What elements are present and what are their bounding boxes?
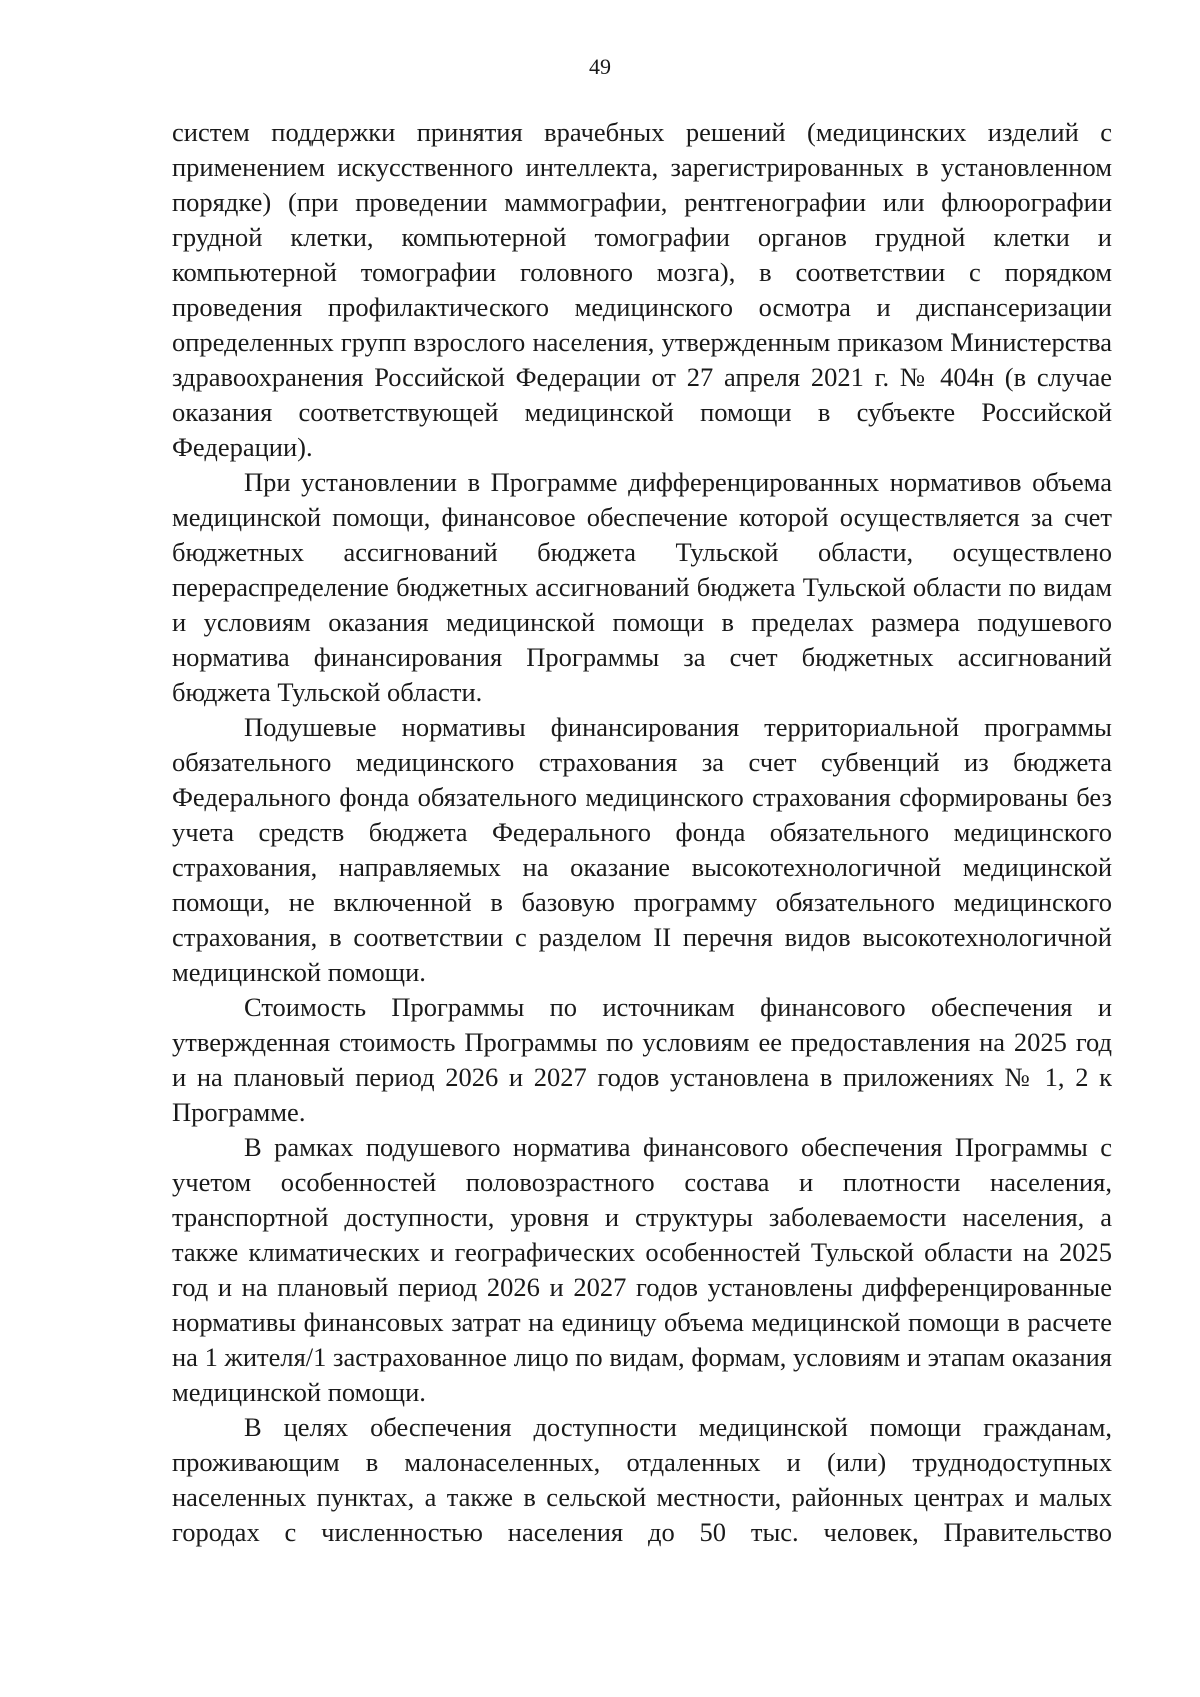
paragraph-accessibility: В целях обеспечения доступности медицинской помощи гражданам, проживающим в малонаселенных, отдаленных и (или) труднодоступных населенных пунктах, а также в сельской местности, районных центрах и малых городах с численностью населения до 50 тыс. человек, Правительство (172, 1412, 1112, 1547)
paragraph-budget-redistribution: При установлении в Программе дифференцированных нормативов объема медицинской помощи, финансовое обеспечение которой осуществляется за счет бюджетных ассигнований бюджета Тульской области, осуществлено перераспределение бюджетных ассигнований бюджета Тульской области по видам и условиям оказания медицинской помощи в пределах размера подушевого норматива финансирования Программы за счет бюджетных ассигнований бюджета Тульской области. (172, 467, 1112, 707)
paragraph-program-cost: Стоимость Программы по источникам финансового обеспечения и утвержденная стоимость Программы по условиям ее предоставления на 2025 год и на плановый период 2026 и 2027 годов установлена в приложениях № 1, 2 к Программе. (172, 992, 1112, 1127)
paragraph-continuation: систем поддержки принятия врачебных решений (медицинских изделий с применением искусственного интеллекта, зарегистрированных в установленном порядке) (при проведении маммографии, рентгенографии или флюорографии грудной клетки, компьютерной томографии органов грудной клетки и компьютерной томографии головного мозга), в соответствии с порядком проведения профилактического медицинского осмотра и диспансеризации определенных групп взрослого населения, утвержденным приказом Министерства здравоохранения Российской Федерации от 27 апреля 2021 г. № 404н (в случае оказания соответствующей медицинской помощи в субъекте Российской Федерации). (172, 117, 1112, 462)
page-number: 49 (589, 54, 611, 79)
paragraph-per-capita-standards: Подушевые нормативы финансирования территориальной программы обязательного медицинского страхования за счет субвенций из бюджета Федерального фонда обязательного медицинского страхования сформированы без учета средств бюджета Федерального фонда обязательного медицинского страхования, направляемых на оказание высокотехнологичной медицинской помощи, не включенной в базовую программу обязательного медицинского страхования, в соответствии с разделом II перечня видов высокотехнологичной медицинской помощи. (172, 712, 1112, 987)
paragraph-differentiated-standards: В рамках подушевого норматива финансового обеспечения Программы с учетом особенностей половозрастного состава и плотности населения, транспортной доступности, уровня и структуры заболеваемости населения, а также климатических и географических особенностей Тульской области на 2025 год и на плановый период 2026 и 2027 годов установлены дифференцированные нормативы финансовых затрат на единицу объема медицинской помощи в расчете на 1 жителя/1 застрахованное лицо по видам, формам, условиям и этапам оказания медицинской помощи. (172, 1132, 1112, 1407)
document-body (172, 115, 1112, 1550)
